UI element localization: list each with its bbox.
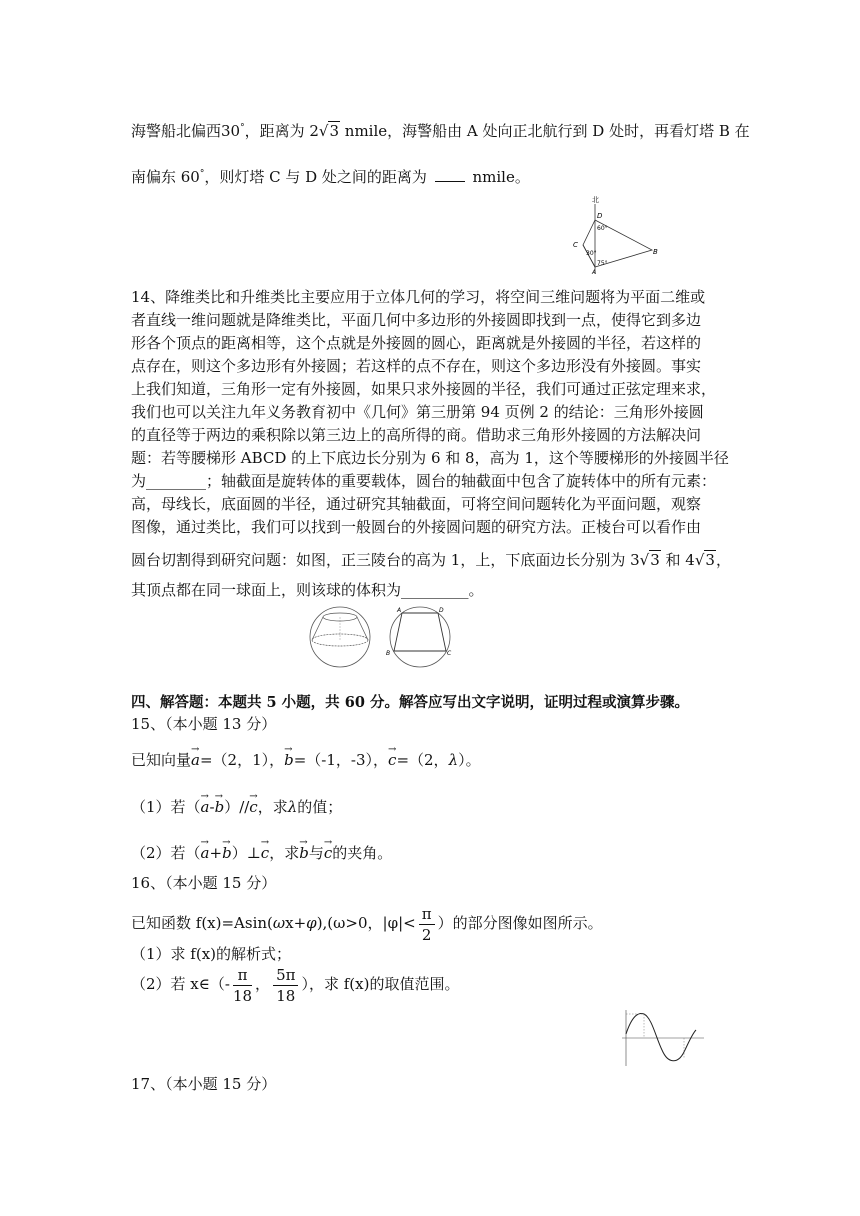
fraction-numerator: 5π [273,965,298,986]
q14-text: 圆台切割得到研究问题：如图，正三陵台的高为 1，上，下底面边长分别为 3 [131,551,640,569]
q14-line-5: 上我们知道，三角形一定有外接圆，如果只求外接圆的半径，我们可通过正弦定理来求， [131,380,717,398]
q13-lighthouse-figure [566,194,666,274]
q13-text: nmile，海警船由 A 处向正北航行到 D 处时，再看灯塔 B 在 [340,122,750,140]
degree-mark: ° [240,123,245,133]
q15-part-1 [131,797,342,818]
q15-part-2 [131,843,392,864]
phi-symbol: φ [306,914,317,932]
q14-line-6: 我们也可以关注九年义务教育初中《几何》第三册第 94 页例 2 的结论：三角形外接圆 [131,403,704,421]
trapezoid-circle-figure [382,604,458,670]
q14-line-3: 形各个顶点的距离相等，这个点就是外接圆的圆心，距离就是外接圆的半径，若这样的 [131,334,702,352]
fraction-denominator: 18 [276,986,296,1005]
q15-text: ，求 [257,798,288,816]
q16-text: ），求 f(x)的取值范围。 [301,975,460,993]
q15-text: - [209,798,215,816]
sqrt-radicand: 3 [705,551,715,569]
q15-text: ，求 [269,844,300,862]
q16-text: 已知函数 f(x)=Asin( [131,914,273,932]
q13-text: 海警船北偏西30 [131,122,241,140]
sqrt-symbol: √3 [639,551,660,569]
q16-text: ， [255,975,271,993]
q13-text: ，则灯塔 C 与 D 处之间的距离为 [204,168,427,186]
q17-heading: 17、（本小题 15 分） [131,1075,277,1093]
q13-line-1 [131,118,750,142]
q16-text: （2）若 x∈（- [131,975,230,993]
q15-text: ）// [224,798,250,816]
q15-text: 的值； [297,798,343,816]
q16-text: ),(ω>0， [316,914,383,932]
q14-line-4: 点存在，则这个多边形有外接圆；若这样的点不存在，则这个多边形没有外接圆。事实 [131,357,702,375]
degree-mark: ° [199,169,205,179]
fraction-denominator: 2 [421,925,432,944]
vector-c: → c [324,843,332,864]
fraction-numerator: π [233,965,252,986]
q14-line-2: 者直线一维问题就是降维类比，平面几何中多边形的外接圆即找到一点，使得它到多边 [131,311,702,329]
q13-text: ，距离为 2 [244,122,319,140]
point-c-label: C [447,650,452,657]
point-d-label: D [439,607,444,614]
q14-line-8: 题：若等腰梯形 ABCD 的上下底边长分别为 6 和 8，高为 1，这个等腰梯形的外接圆半径 [131,449,729,467]
q13-line-2 [131,164,530,188]
angle-30-label: 30° [586,250,597,257]
vector-c: → c [261,843,269,864]
point-a-label: A [592,269,597,274]
q14-text: ， [715,551,731,569]
vector-a: → a [201,843,210,864]
q15-text: 的夹角。 [332,844,393,862]
point-b-label: B [653,248,658,256]
sqrt-symbol: √3 [694,551,715,569]
q14-line-1: 14、降维类比和升维类比主要应用于立体几何的学习，将空间三维问题将为平面二维或 [131,288,706,306]
q15-heading: 15、（本小题 13 分） [131,715,277,733]
q14-text: 其顶点都在同一球面上，则该球的体积为 [131,581,402,599]
q16-part-2 [131,964,459,1006]
q15-text: 已知向量 [131,751,192,769]
q13-unit: nmile。 [467,168,530,186]
q16-text: ）的部分图像如图所示。 [437,914,603,932]
q15-text: ）。 [458,751,481,769]
q15-text: 与 [308,844,324,862]
vector-b: → b [222,843,232,864]
q16-given [131,903,603,945]
sine-curve [626,1014,696,1061]
quadrilateral [583,220,652,267]
q15-given [131,750,481,771]
q16-text: x+ [285,914,307,932]
q15-text: + [209,844,223,862]
sine-graph-figure [616,1008,706,1068]
q14-text: 和 4 [660,551,695,569]
omega-symbol: ω [272,914,286,932]
fraction-pi-over-2 [419,904,435,945]
vector-b: → b [284,750,294,771]
q14-line-11: 图像，通过类比，我们可以找到一般圆台的外接圆问题的研究方法。正棱台可以看作由 [131,518,702,536]
q14-line-13 [131,580,484,601]
q14-line-7: 的直径等于两边的乘积除以第三边上的高所得的商。借助求三角形外接圆的方法解决问 [131,426,702,444]
vector-a: → a [191,750,200,771]
point-a-label: A [397,607,402,614]
q15-text: =（2，1）， [199,751,285,769]
q15-text: =（-1，-3）， [293,751,389,769]
fraction-pi-over-18 [233,965,252,1006]
sqrt-radicand: 3 [329,122,340,140]
vector-b: → b [215,797,225,818]
north-label: 北 [592,196,599,204]
lambda-symbol: λ [448,751,459,769]
point-c-label: C [573,241,578,249]
vector-b: → b [299,843,309,864]
frustum-sphere-figure [302,604,378,670]
q15-text: （2）若（ [131,844,201,862]
q14-line-10: 高，母线长，底面圆的半径，通过研究其轴截面，可将空间问题转化为平面问题，观察 [131,495,702,513]
q13-text: 南偏东 60 [131,168,200,186]
q15-text: （1）若（ [131,798,201,816]
q16-text: |φ|< [382,914,416,932]
section-title: 四、解答题：本题共 5 小题，共 60 分。解答应写出文字说明，证明过程或演算步骤。 [131,694,689,711]
vector-c: → c [388,750,396,771]
fraction-denominator: 18 [232,986,253,1005]
answer-blank [435,181,465,182]
angle-60-label: 60° [597,225,608,232]
q14-line-12 [131,550,731,571]
q14-line-9: 为________；轴截面是旋转体的重要载体，圆台的轴截面中包含了旋转体中的所有元素： [131,472,717,490]
point-d-label: D [597,212,603,220]
sqrt-symbol: √3 [318,122,340,140]
lambda-symbol: λ [287,798,298,816]
angle-75-label: 75° [597,260,608,267]
fraction-numerator: π [419,904,435,925]
fraction-5pi-over-18 [273,965,298,1006]
point-b-label: B [386,650,391,657]
q14-text: 。 [468,581,484,599]
vector-c: → c [249,797,257,818]
q16-heading: 16、（本小题 15 分） [131,874,277,892]
q16-part-1: （1）求 f(x)的解析式； [131,945,292,963]
q15-text: ）⊥ [231,844,261,862]
vector-a: → a [201,797,210,818]
sqrt-radicand: 3 [650,551,660,569]
answer-blank: _________ [401,581,469,599]
q15-text: =（2， [396,751,449,769]
